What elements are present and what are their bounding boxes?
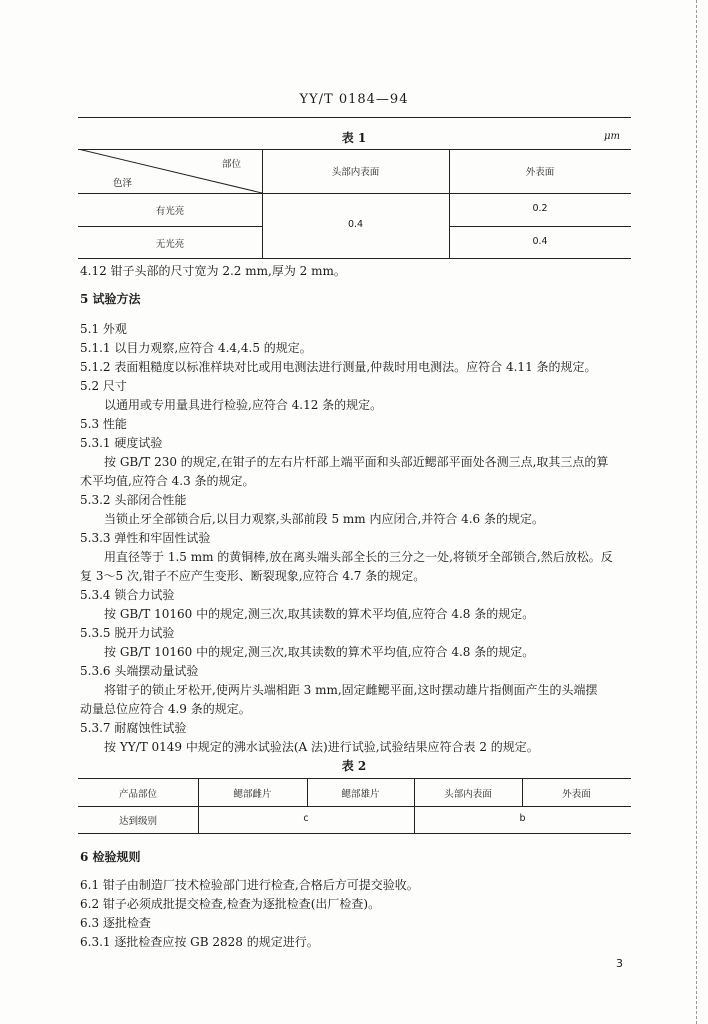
- table1-row2-outer: 0.4: [532, 236, 548, 247]
- clause-5-3-5-text: 按 GB/T 10160 中的规定,测三次,取其读数的算术平均值,应符合 4.8 条的规定。: [104, 645, 535, 659]
- clause-5-1-2: 5.1.2 表面粗糙度以标准样块对比或用电测法进行测量,仲裁时用电测法。应符合 4.11 条的规定。: [80, 360, 597, 374]
- clause-5-3-1-text-b: 术平均值,应符合 4.3 条的规定。: [80, 474, 255, 488]
- table2-h4: 头部内表面: [444, 789, 492, 800]
- clause-5-2-text: 以通用或专用量具进行检验,应符合 4.12 条的规定。: [104, 398, 383, 412]
- clause-5-3-3-text-a: 用直径等于 1.5 mm 的黄铜棒,放在离头端头部全长的三分之一处,将锁牙全部锁合,然后放松。反: [104, 550, 613, 564]
- table2-h1: 产品部位: [118, 789, 157, 800]
- clause-6-3: 6.3 逐批检查: [80, 916, 151, 930]
- table1-header-rule: [78, 193, 631, 194]
- table1-row-divider-left: [78, 226, 262, 227]
- clause-5-3-4: 5.3.4 锁合力试验: [80, 588, 175, 602]
- clause-5-3-4-text: 按 GB/T 10160 中的规定,测三次,取其读数的算术平均值,应符合 4.8 条的规定。: [104, 607, 535, 621]
- table1-row1-outer: 0.2: [532, 203, 548, 214]
- clause-5-3-6-text-b: 动量总位应符合 4.9 条的规定。: [80, 702, 251, 716]
- section-6-heading: 6 检验规则: [80, 850, 141, 864]
- section-5-heading: 5 试验方法: [80, 292, 141, 306]
- table1-corner-bottom: 色泽: [113, 178, 133, 189]
- clause-5-3-5: 5.3.5 脱开力试验: [80, 626, 175, 640]
- table1-corner-top: 部位: [222, 159, 242, 170]
- header-rule: [78, 117, 631, 118]
- table1-inner-value: 0.4: [347, 219, 364, 230]
- table1-col-inner: 头部内表面: [331, 167, 380, 178]
- table1-row-divider-right: [449, 226, 631, 227]
- table1-unit: μm: [604, 131, 620, 142]
- clause-5-1-1: 5.1.1 以目力观察,应符合 4.4,4.5 的规定。: [80, 341, 312, 355]
- table2-r1: 达到级别: [118, 816, 157, 827]
- clause-5-3-2: 5.3.2 头部闭合性能: [80, 493, 187, 507]
- clause-6-3-1: 6.3.1 逐批检查应按 GB 2828 的规定进行。: [80, 935, 319, 949]
- table2-header-rule: [78, 806, 631, 807]
- table1-bottom-rule: [78, 258, 631, 259]
- table2-bottom-rule: [78, 833, 631, 834]
- clause-5-3-6: 5.3.6 头端摆动量试验: [80, 664, 199, 678]
- standard-code-header: YY/T 0184—94: [299, 92, 409, 107]
- table2-v2: b: [519, 813, 526, 824]
- table1-caption: 表 1: [341, 131, 367, 145]
- page-number: 3: [616, 957, 623, 970]
- clause-5-3-6-text-a: 将钳子的锁止牙松开,使两片头端相距 3 mm,固定雌鳃平面,这时摆动雄片指侧面产生的头端摆: [104, 683, 598, 697]
- clause-5-1: 5.1 外观: [80, 322, 127, 336]
- table2-caption: 表 2: [341, 759, 367, 773]
- table1-col-outer: 外表面: [525, 167, 555, 178]
- table2-top-rule: [78, 778, 631, 779]
- table1-row1-label: 有光亮: [155, 206, 185, 217]
- clause-4-12: 4.12 钳子头部的尺寸宽为 2.2 mm,厚为 2 mm。: [80, 264, 346, 278]
- clause-5-3-7: 5.3.7 耐腐蚀性试验: [80, 721, 187, 735]
- table2-v1: c: [303, 813, 309, 824]
- clause-5-3-3: 5.3.3 弹性和牢固性试验: [80, 531, 211, 545]
- table2-h5: 外表面: [562, 789, 591, 800]
- clause-5-3-2-text: 当锁止牙全部锁合后,以目力观察,头部前段 5 mm 内应闭合,并符合 4.6 条的规定。: [104, 512, 544, 526]
- clause-5-3: 5.3 性能: [80, 417, 127, 431]
- page-edge: [696, 0, 697, 1024]
- table2-h3: 鳃部雄片: [341, 789, 380, 800]
- table2-h2: 鳃部雌片: [233, 789, 272, 800]
- clause-5-3-1: 5.3.1 硬度试验: [80, 436, 163, 450]
- clause-6-1: 6.1 钳子由制造厂技术检验部门进行检查,合格后方可提交验收。: [80, 878, 419, 892]
- clause-5-2: 5.2 尺寸: [80, 379, 127, 393]
- clause-6-2: 6.2 钳子必须成批提交检查,检查为逐批检查(出厂检查)。: [80, 897, 381, 911]
- clause-5-3-1-text-a: 按 GB/T 230 的规定,在钳子的左右片杆部上端平面和头部近鳃部平面处各测三点,取其三点的算: [104, 455, 609, 469]
- table1-row2-label: 无光亮: [155, 239, 185, 250]
- clause-5-3-3-text-b: 复 3～5 次,钳子不应产生变形、断裂现象,应符合 4.7 条的规定。: [80, 569, 426, 583]
- clause-5-3-7-text: 按 YY/T 0149 中规定的沸水试验法(A 法)进行试验,试验结果应符合表 2 的规定。: [104, 740, 539, 754]
